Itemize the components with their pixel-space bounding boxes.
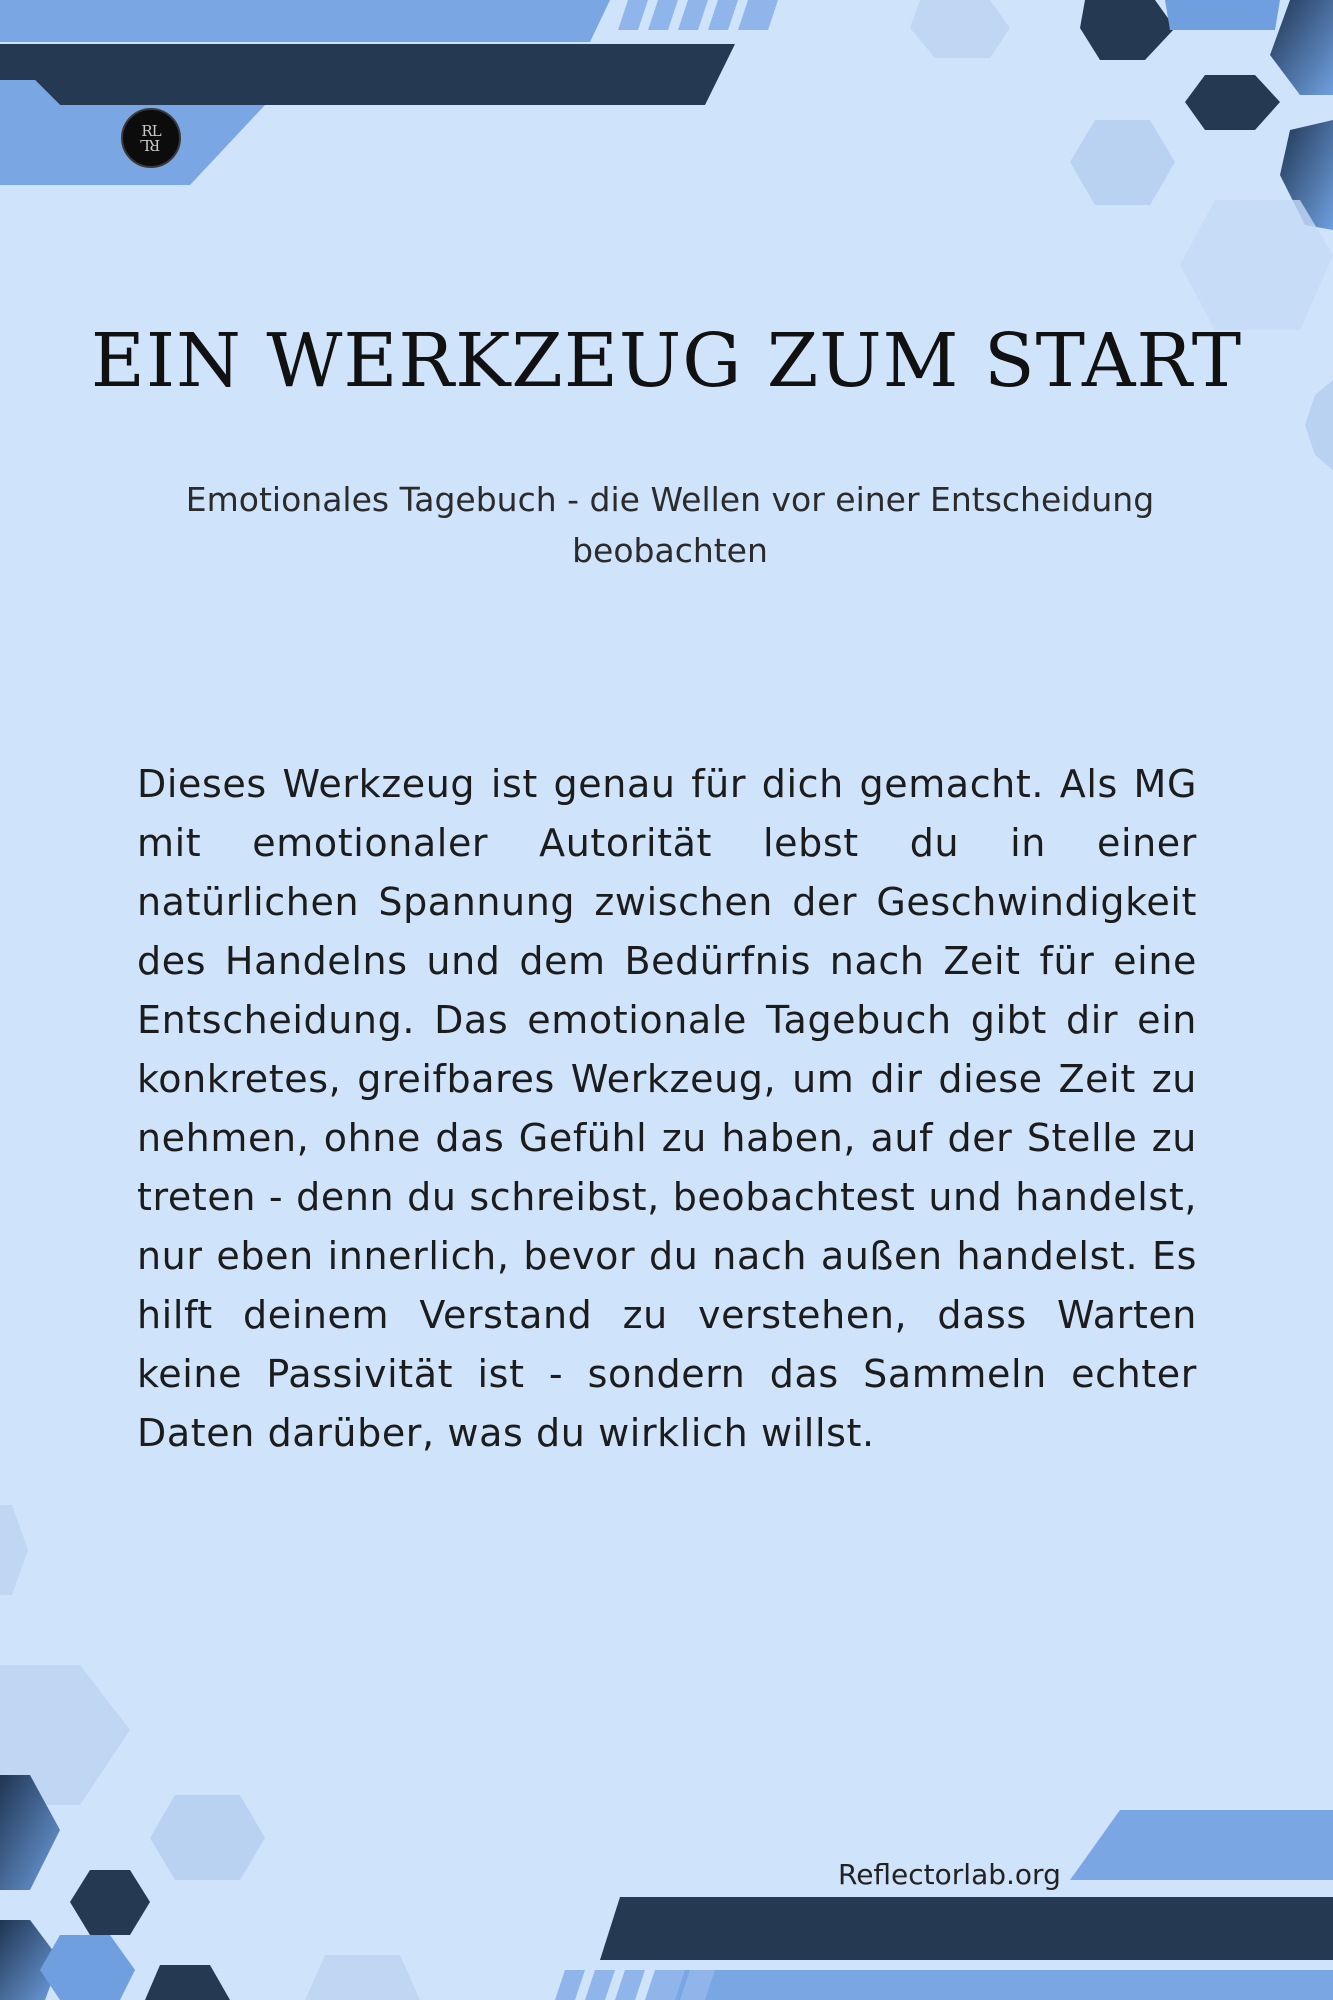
body-text: Dieses Werkzeug ist genau für dich gemacht. Als MG mit emotionaler Autorität lebst du in einer natürlichen Spannung zwischen der Geschwindigkeit des Handelns und dem Bedürfnis nach Zeit für eine Entscheidung. Das emotionale Tagebuch gibt dir ein konkretes, greifbares Werkzeug, um dir diese Zeit zu nehmen, ohne das Gefühl zu haben, auf der Stelle zu treten - denn du schreibst, beobachtest und handelst, nur eben innerlich, bevor du nach außen handelst. Es hilft deinem Verstand zu verstehen, dass Warten keine Passivität ist - sondern das Sammeln echter Daten darüber, was du wirklich willst.: [137, 762, 1197, 1455]
monogram-logo-icon: [141, 124, 160, 152]
page-subtitle: Emotionales Tagebuch - die Wellen vor einer Entscheidung beobachten: [185, 480, 1155, 570]
bottom-navy-band: [600, 1897, 1333, 1960]
bottom-stripes: [555, 1970, 715, 2000]
top-light-band: [0, 0, 610, 42]
logo-initials-bottom: RL: [141, 136, 161, 154]
bottom-left-hexagons: [0, 1665, 420, 2000]
logo-initials-top: RL: [141, 122, 161, 140]
top-navy-band: [0, 44, 735, 105]
bottom-light-band: [1070, 1810, 1333, 1880]
website-link[interactable]: Reflectorlab.org: [838, 1858, 1061, 1891]
top-stripes: [618, 0, 778, 30]
page-title: EIN WERKZEUG ZUM START: [90, 318, 1243, 404]
left-hexagon: [0, 1505, 28, 1595]
brand-logo: [121, 108, 181, 168]
bottom-blue-band: [650, 1970, 1333, 2000]
